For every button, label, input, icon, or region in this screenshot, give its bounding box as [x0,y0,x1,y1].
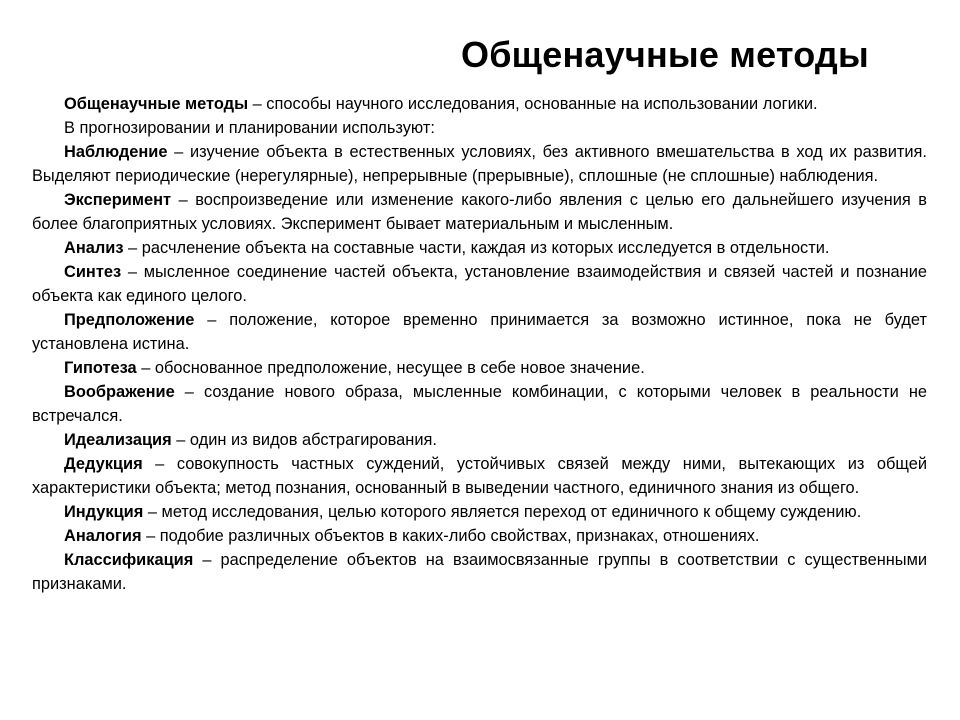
method-paragraph-analysis [32,236,927,260]
intro-text: – способы научного исследования, основанные на использовании логики. [248,95,818,113]
method-paragraph-deduction [32,452,927,500]
method-paragraph-classification [32,548,927,596]
method-paragraph-idealization [32,428,927,452]
method-paragraph-observation [32,140,927,188]
method-paragraph-hypothesis [32,356,927,380]
slide-title [0,34,960,76]
method-text: – создание нового образа, мысленные комбинации, с которыми человек в реальности не встречался. [32,383,927,425]
method-text: – метод исследования, целью которого является переход от единичного к общему суждению. [143,503,862,521]
method-paragraph-induction [32,500,927,524]
method-term: Идеализация [64,431,172,449]
intro-term: Общенаучные методы [64,95,249,113]
method-text: – расчленение объекта на составные части, каждая из которых исследуется в отдельности. [123,239,830,257]
method-term: Гипотеза [64,359,137,377]
method-term: Классификация [64,551,194,569]
content-body [32,92,927,596]
method-text: – подобие различных объектов в каких-либо свойствах, признаках, отношениях. [141,527,760,545]
method-term: Предположение [64,311,195,329]
method-term: Воображение [64,383,175,401]
method-term: Аналогия [64,527,142,545]
method-term: Дедукция [64,455,143,473]
method-paragraph-synthesis [32,260,927,308]
method-term: Анализ [64,239,124,257]
forecast-paragraph [32,116,927,140]
method-text: – изучение объекта в естественных условиях, без активного вмешательства в ход их развития. Выделяют периодические (нерегулярные), непрерывные (прерывные), сплошные (не сплошные) наблюдения. [32,143,927,185]
method-paragraph-analogy [32,524,927,548]
method-text: – положение, которое временно принимается за возможно истинное, пока не будет установлена истина. [32,311,927,353]
method-text: – один из видов абстрагирования. [171,431,437,449]
slide-title-text: Общенаучные методы [461,34,869,75]
method-text: – совокупность частных суждений, устойчивых связей между ними, вытекающих из общей характеристики объекта; метод познания, основанный в выведении частного, единичного знания из общего. [32,455,927,497]
method-paragraph-imagination [32,380,927,428]
method-text: – распределение объектов на взаимосвязанные группы в соответствии с существенными признаками. [32,551,927,593]
method-paragraph-assumption [32,308,927,356]
method-term: Синтез [64,263,122,281]
method-text: – мысленное соединение частей объекта, установление взаимодействия и связей частей и познание объекта как единого целого. [32,263,927,305]
intro-paragraph [32,92,927,116]
method-term: Индукция [64,503,144,521]
method-term: Наблюдение [64,143,168,161]
forecast-text: В прогнозировании и планировании используют: [64,119,435,137]
method-text: – воспроизведение или изменение какого-либо явления с целью его дальнейшего изучения в более благоприятных условиях. Эксперимент бывает материальным и мысленным. [32,191,927,233]
method-term: Эксперимент [64,191,172,209]
method-text: – обоснованное предположение, несущее в себе новое значение. [136,359,645,377]
method-paragraph-experiment [32,188,927,236]
